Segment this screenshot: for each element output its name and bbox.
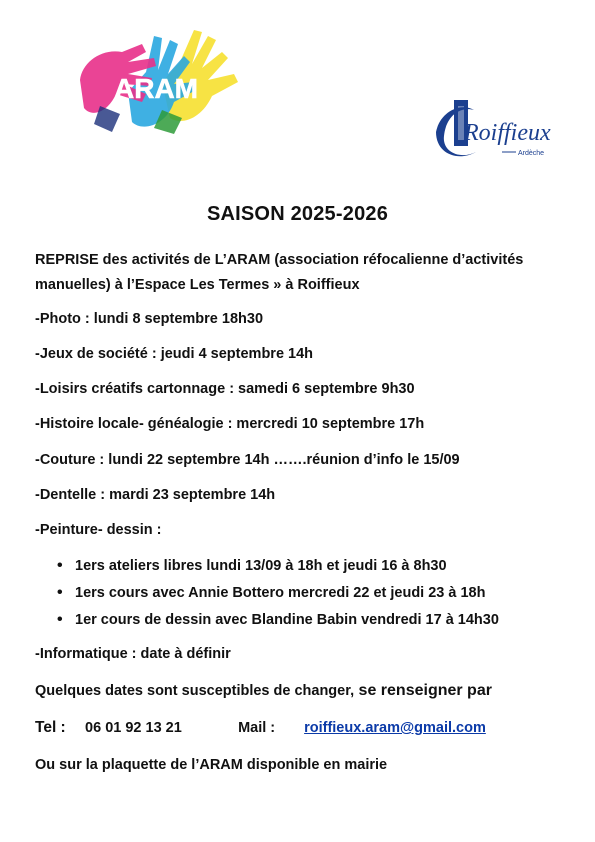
activity-histoire: -Histoire locale- généalogie : mercredi 10 septembre 17h xyxy=(35,416,425,432)
activity-photo: -Photo : lundi 8 septembre 18h30 xyxy=(35,311,264,327)
footer-text: Ou sur la plaquette de l’ARAM disponible en mairie xyxy=(35,757,388,773)
activity-informatique: -Informatique : date à définir xyxy=(35,646,231,662)
aram-logo xyxy=(62,22,254,142)
notice-part-1: Quelques dates sont susceptibles de changer, xyxy=(35,683,355,699)
email-link[interactable]: roiffieux.aram@gmail.com xyxy=(304,720,486,736)
mail-label: Mail : xyxy=(238,720,276,736)
roiffieux-logo xyxy=(430,92,555,172)
notice-part-2: se renseigner par xyxy=(354,682,492,699)
season-title: SAISON 2025-2026 xyxy=(206,203,389,225)
roiffieux-logo-text: Roiffieux xyxy=(464,120,551,146)
peinture-bullet-item: • 1er cours de dessin avec Blandine Babin vendredi 17 à 14h30 xyxy=(57,611,499,629)
intro-line-2: manuelles) à l’Espace Les Termes » à Roiffieux xyxy=(35,277,360,293)
activity-loisirs: -Loisirs créatifs cartonnage : samedi 6 septembre 9h30 xyxy=(35,381,415,397)
tel-value: 06 01 92 13 21 xyxy=(85,720,182,736)
aram-logo-text: ARAM xyxy=(114,73,198,104)
peinture-bullet-item: • 1ers cours avec Annie Bottero mercredi 22 et jeudi 23 à 18h xyxy=(57,584,485,602)
intro-line-1: REPRISE des activités de L’ARAM (association réfocalienne d’activités xyxy=(35,252,524,268)
activity-couture: -Couture : lundi 22 septembre 14h …….réunion d’info le 15/09 xyxy=(35,452,460,468)
notice-text xyxy=(35,682,492,700)
tel-label: Tel : xyxy=(35,719,66,736)
activity-peinture: -Peinture- dessin : xyxy=(35,522,162,538)
intro-paragraph xyxy=(35,248,565,298)
activity-dentelle: -Dentelle : mardi 23 septembre 14h xyxy=(35,487,276,503)
contact-line xyxy=(35,719,486,737)
activity-jeux: -Jeux de société : jeudi 4 septembre 14h xyxy=(35,346,314,362)
roiffieux-logo-subtext: Ardèche xyxy=(518,150,545,157)
peinture-bullet-item: • 1ers ateliers libres lundi 13/09 à 18h et jeudi 16 à 8h30 xyxy=(57,557,447,575)
